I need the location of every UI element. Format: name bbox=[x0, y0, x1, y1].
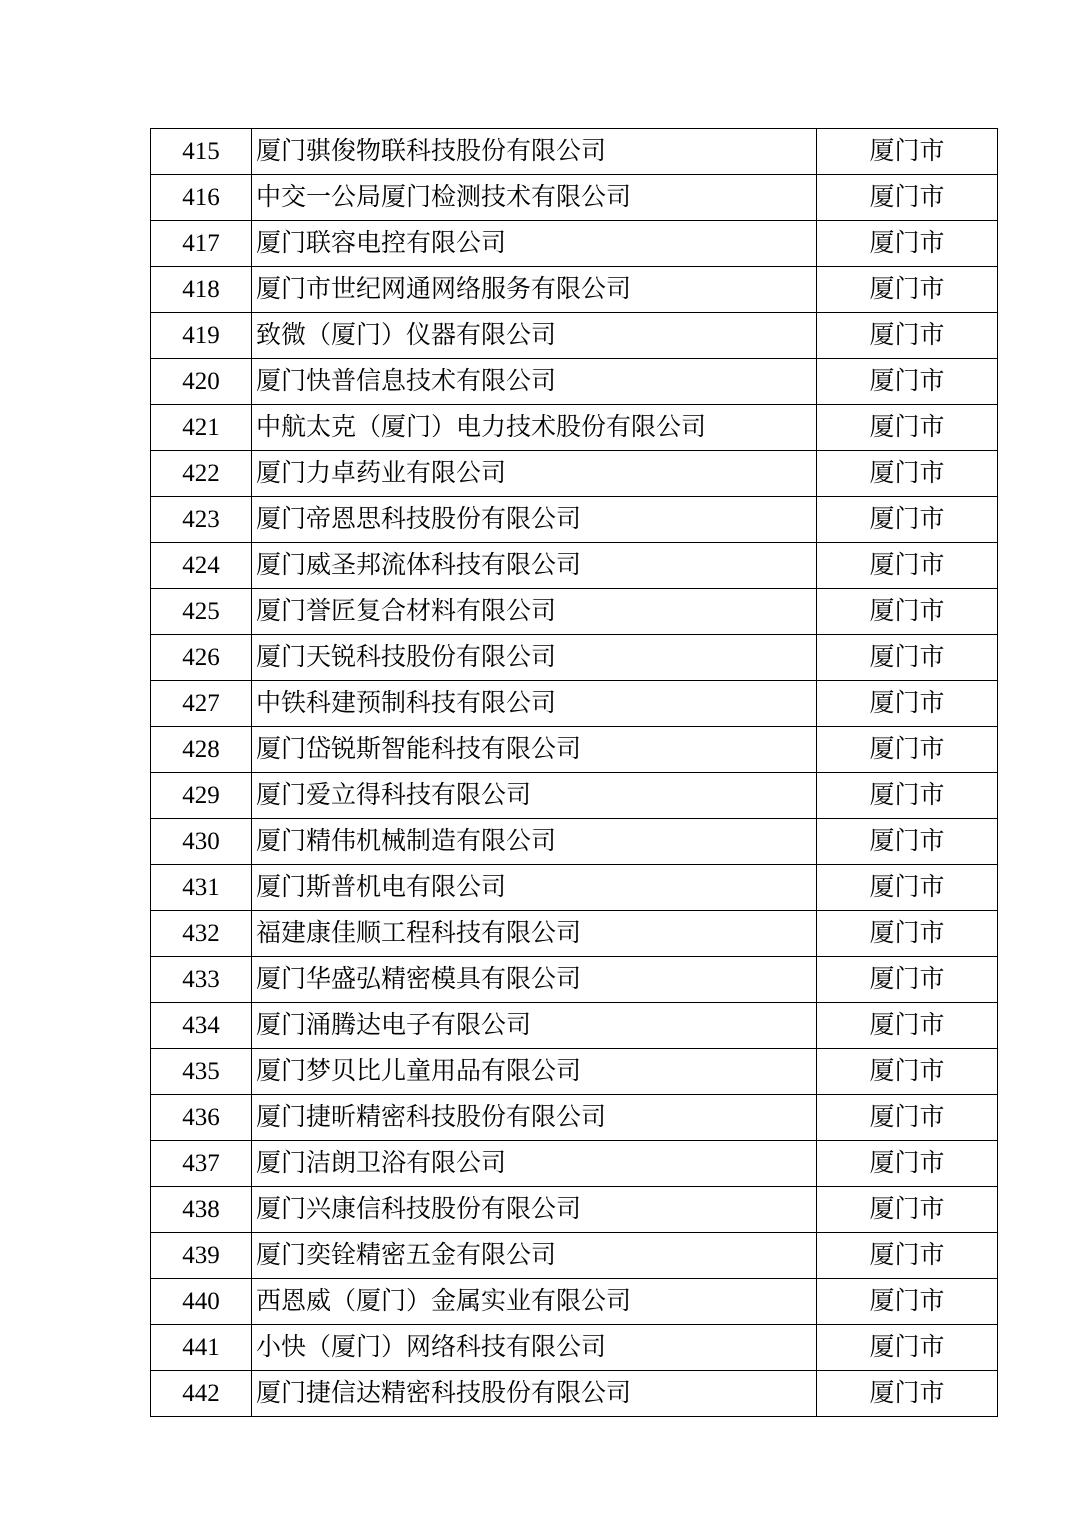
row-index-cell: 437 bbox=[151, 1141, 252, 1187]
table-row bbox=[151, 1233, 998, 1279]
company-name-cell: 厦门涌腾达电子有限公司 bbox=[252, 1003, 817, 1049]
region-cell: 厦门市 bbox=[817, 543, 998, 589]
region-cell: 厦门市 bbox=[817, 727, 998, 773]
row-index-cell: 441 bbox=[151, 1325, 252, 1371]
region-cell: 厦门市 bbox=[817, 773, 998, 819]
table-row bbox=[151, 1371, 998, 1417]
region-cell: 厦门市 bbox=[817, 1003, 998, 1049]
row-index-cell: 435 bbox=[151, 1049, 252, 1095]
row-index-cell: 436 bbox=[151, 1095, 252, 1141]
table-row bbox=[151, 1279, 998, 1325]
company-name-cell: 厦门梦贝比儿童用品有限公司 bbox=[252, 1049, 817, 1095]
table-row bbox=[151, 267, 998, 313]
row-index-cell: 417 bbox=[151, 221, 252, 267]
company-name-cell: 厦门奕铨精密五金有限公司 bbox=[252, 1233, 817, 1279]
region-cell: 厦门市 bbox=[817, 1233, 998, 1279]
company-name-cell: 厦门洁朗卫浴有限公司 bbox=[252, 1141, 817, 1187]
table-row bbox=[151, 451, 998, 497]
row-index-cell: 426 bbox=[151, 635, 252, 681]
company-name-cell: 西恩威（厦门）金属实业有限公司 bbox=[252, 1279, 817, 1325]
company-name-cell: 厦门爱立得科技有限公司 bbox=[252, 773, 817, 819]
company-name-cell: 厦门精伟机械制造有限公司 bbox=[252, 819, 817, 865]
table-row bbox=[151, 175, 998, 221]
table-row bbox=[151, 635, 998, 681]
table-row bbox=[151, 681, 998, 727]
row-index-cell: 428 bbox=[151, 727, 252, 773]
region-cell: 厦门市 bbox=[817, 497, 998, 543]
company-name-cell: 中交一公局厦门检测技术有限公司 bbox=[252, 175, 817, 221]
table-row bbox=[151, 1003, 998, 1049]
table-row bbox=[151, 359, 998, 405]
table-row bbox=[151, 543, 998, 589]
company-name-cell: 厦门骐俊物联科技股份有限公司 bbox=[252, 129, 817, 175]
row-index-cell: 430 bbox=[151, 819, 252, 865]
table-row bbox=[151, 405, 998, 451]
row-index-cell: 416 bbox=[151, 175, 252, 221]
row-index-cell: 438 bbox=[151, 1187, 252, 1233]
region-cell: 厦门市 bbox=[817, 957, 998, 1003]
region-cell: 厦门市 bbox=[817, 1049, 998, 1095]
table-row bbox=[151, 1095, 998, 1141]
region-cell: 厦门市 bbox=[817, 267, 998, 313]
company-name-cell: 厦门市世纪网通网络服务有限公司 bbox=[252, 267, 817, 313]
company-list-table-wrapper bbox=[150, 128, 970, 1417]
company-name-cell: 中航太克（厦门）电力技术股份有限公司 bbox=[252, 405, 817, 451]
row-index-cell: 425 bbox=[151, 589, 252, 635]
region-cell: 厦门市 bbox=[817, 681, 998, 727]
row-index-cell: 418 bbox=[151, 267, 252, 313]
row-index-cell: 429 bbox=[151, 773, 252, 819]
region-cell: 厦门市 bbox=[817, 313, 998, 359]
row-index-cell: 421 bbox=[151, 405, 252, 451]
table-row bbox=[151, 1049, 998, 1095]
region-cell: 厦门市 bbox=[817, 1095, 998, 1141]
table-row bbox=[151, 819, 998, 865]
table-row bbox=[151, 911, 998, 957]
table-row bbox=[151, 497, 998, 543]
region-cell: 厦门市 bbox=[817, 819, 998, 865]
table-row bbox=[151, 773, 998, 819]
region-cell: 厦门市 bbox=[817, 589, 998, 635]
table-row bbox=[151, 589, 998, 635]
company-name-cell: 厦门兴康信科技股份有限公司 bbox=[252, 1187, 817, 1233]
table-row bbox=[151, 129, 998, 175]
table-row bbox=[151, 1141, 998, 1187]
company-name-cell: 福建康佳顺工程科技有限公司 bbox=[252, 911, 817, 957]
region-cell: 厦门市 bbox=[817, 405, 998, 451]
table-row bbox=[151, 1187, 998, 1233]
region-cell: 厦门市 bbox=[817, 129, 998, 175]
row-index-cell: 415 bbox=[151, 129, 252, 175]
region-cell: 厦门市 bbox=[817, 175, 998, 221]
row-index-cell: 439 bbox=[151, 1233, 252, 1279]
region-cell: 厦门市 bbox=[817, 1371, 998, 1417]
table-row bbox=[151, 727, 998, 773]
row-index-cell: 440 bbox=[151, 1279, 252, 1325]
company-name-cell: 厦门岱锐斯智能科技有限公司 bbox=[252, 727, 817, 773]
company-name-cell: 厦门誉匠复合材料有限公司 bbox=[252, 589, 817, 635]
row-index-cell: 424 bbox=[151, 543, 252, 589]
company-name-cell: 厦门天锐科技股份有限公司 bbox=[252, 635, 817, 681]
table-row bbox=[151, 313, 998, 359]
company-list-table bbox=[150, 128, 998, 1417]
table-row bbox=[151, 865, 998, 911]
company-name-cell: 厦门力卓药业有限公司 bbox=[252, 451, 817, 497]
company-name-cell: 厦门威圣邦流体科技有限公司 bbox=[252, 543, 817, 589]
region-cell: 厦门市 bbox=[817, 221, 998, 267]
region-cell: 厦门市 bbox=[817, 359, 998, 405]
company-name-cell: 厦门华盛弘精密模具有限公司 bbox=[252, 957, 817, 1003]
table-row bbox=[151, 221, 998, 267]
region-cell: 厦门市 bbox=[817, 911, 998, 957]
row-index-cell: 427 bbox=[151, 681, 252, 727]
row-index-cell: 422 bbox=[151, 451, 252, 497]
row-index-cell: 419 bbox=[151, 313, 252, 359]
company-name-cell: 厦门联容电控有限公司 bbox=[252, 221, 817, 267]
row-index-cell: 423 bbox=[151, 497, 252, 543]
company-name-cell: 厦门帝恩思科技股份有限公司 bbox=[252, 497, 817, 543]
company-name-cell: 厦门斯普机电有限公司 bbox=[252, 865, 817, 911]
row-index-cell: 442 bbox=[151, 1371, 252, 1417]
table-row bbox=[151, 957, 998, 1003]
company-name-cell: 致微（厦门）仪器有限公司 bbox=[252, 313, 817, 359]
row-index-cell: 433 bbox=[151, 957, 252, 1003]
region-cell: 厦门市 bbox=[817, 1325, 998, 1371]
company-name-cell: 厦门捷昕精密科技股份有限公司 bbox=[252, 1095, 817, 1141]
row-index-cell: 431 bbox=[151, 865, 252, 911]
region-cell: 厦门市 bbox=[817, 635, 998, 681]
table-body bbox=[151, 129, 998, 1417]
row-index-cell: 434 bbox=[151, 1003, 252, 1049]
company-name-cell: 中铁科建预制科技有限公司 bbox=[252, 681, 817, 727]
company-name-cell: 厦门快普信息技术有限公司 bbox=[252, 359, 817, 405]
region-cell: 厦门市 bbox=[817, 865, 998, 911]
region-cell: 厦门市 bbox=[817, 1187, 998, 1233]
region-cell: 厦门市 bbox=[817, 1141, 998, 1187]
region-cell: 厦门市 bbox=[817, 451, 998, 497]
region-cell: 厦门市 bbox=[817, 1279, 998, 1325]
row-index-cell: 432 bbox=[151, 911, 252, 957]
company-name-cell: 厦门捷信达精密科技股份有限公司 bbox=[252, 1371, 817, 1417]
company-name-cell: 小快（厦门）网络科技有限公司 bbox=[252, 1325, 817, 1371]
table-row bbox=[151, 1325, 998, 1371]
row-index-cell: 420 bbox=[151, 359, 252, 405]
